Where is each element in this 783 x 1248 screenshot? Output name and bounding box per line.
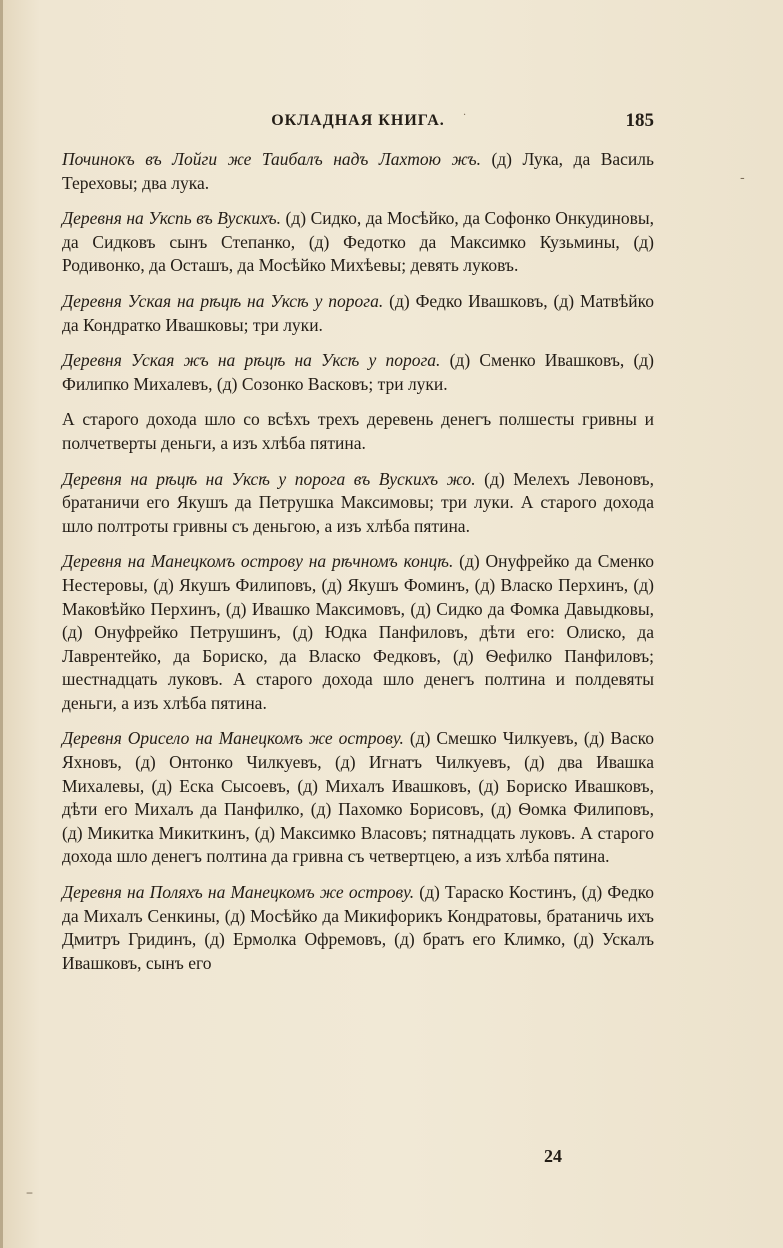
paragraph bbox=[62, 408, 654, 455]
running-title: ОКЛАДНАЯ КНИГА. bbox=[271, 112, 445, 129]
paragraph-text: (д) Сидко, да Мосѣйко, да Софонко Онкудиновы, да Сидковъ сынъ Степанко, (д) Федотко да Максимко Кузьмины, (д) Родивонко, да Осташъ, да Мосѣйко Михѣевы; девять луковъ. bbox=[62, 208, 654, 276]
margin-mark: – bbox=[26, 1185, 33, 1201]
margin-mark: · bbox=[463, 110, 467, 121]
paragraph-heading: Деревня на Укспь въ Вускихъ. bbox=[62, 208, 281, 229]
paragraph bbox=[62, 468, 654, 539]
paragraph bbox=[62, 148, 654, 195]
signature-mark: 24 bbox=[544, 1146, 562, 1166]
paragraph-heading: Деревня на Поляхъ на Манецкомъ же острову. bbox=[62, 882, 415, 903]
page-number: 185 bbox=[625, 110, 654, 131]
paragraph-heading: Деревня Уская на рѣцѣ на Уксѣ у порога. bbox=[62, 290, 384, 311]
paragraph-text: А старого дохода шло со всѣхъ трехъ деревень денегъ полшесты гривны и полчетверты деньги, а изъ хлѣба пятина. bbox=[62, 409, 654, 453]
margin-mark: - bbox=[740, 170, 745, 186]
paragraph bbox=[62, 207, 654, 278]
paragraph bbox=[62, 727, 654, 869]
paragraph-heading: Починокъ въ Лойги же Таибалъ надъ Лахтою жъ. bbox=[62, 149, 481, 169]
paragraph-text: (д) Онуфрейко да Сменко Нестеровы, (д) Якушъ Филиповъ, (д) Якушъ Фоминъ, (д) Власко Перхинъ, (д) Маковѣйко Перхинъ, (д) Ивашко Максимовъ, (д) Сидко да Фомка Давыдковы, (д) Онуфрейко Петрушинъ, (д) Юдка Панфиловъ, дѣти его: Олиско, да Лаврентейко, да Бориско, да Власко Федковъ, (д) Ѳефилко Панфиловъ; шестнадцать луковъ. А старого дохода шло денегъ полтина и полдевяты деньги, а изъ хлѣба пятина. bbox=[62, 551, 654, 713]
paragraph-text: (д) Смешко Чилкуевъ, (д) Васко Яхновъ, (д) Онтонко Чилкуевъ, (д) Игнатъ Чилкуевъ, (д) два Ивашка Михалевы, (д) Еска Сысоевъ, (д) Михалъ Ивашковъ, (д) Бориско Ивашковъ, дѣти его Михалъ да Панфилко, (д) Пахомко Борисовъ, (д) Ѳомка Филиповъ, (д) Микитка Микиткинъ, (д) Максимко Власовъ; пятнадцать луковъ. А старого дохода шло денегъ полтина да гривна съ четвертцею, а изъ хлѣба пятина. bbox=[62, 728, 655, 867]
paragraph bbox=[62, 349, 654, 396]
paragraph-heading: Деревня на Манецкомъ острову на рѣчномъ концѣ. bbox=[62, 551, 454, 572]
paragraph-heading: Деревня на рѣцѣ на Уксѣ у порога въ Вускихъ жо. bbox=[62, 468, 476, 489]
paragraph-text: (д) Лука, да Василь Тереховы; два лука. bbox=[62, 149, 654, 193]
running-header bbox=[62, 112, 654, 138]
paragraph-text: (д) Мелехъ Левоновъ, братаничи его Якушъ да Петрушка Максимовы; три луки. А старого дохода шло полтроты гривны съ деньгою, а изъ хлѣба пятина. bbox=[62, 468, 654, 536]
paragraph-text: (д) Федко Ивашковъ, (д) Матвѣйко да Кондратко Ивашковы; три луки. bbox=[62, 290, 655, 335]
paragraph-heading: Деревня Уская жъ на рѣцѣ на Уксѣ у порога. bbox=[62, 350, 441, 371]
paragraph bbox=[62, 881, 654, 975]
page-spine-edge bbox=[0, 0, 3, 1248]
paragraph bbox=[62, 290, 654, 337]
paragraph-text: (д) Тараско Костинъ, (д) Федко да Михалъ Сенкины, (д) Мосѣйко да Микифорикъ Кондратовы, братаничь ихъ Дмитръ Гридинъ, (д) Ермолка Офремовъ, (д) братъ его Климко, (д) Ускалъ Ивашковъ, сынъ его bbox=[62, 882, 654, 973]
page-body bbox=[62, 148, 654, 987]
paragraph bbox=[62, 550, 654, 715]
paragraph-text: (д) Сменко Ивашковъ, (д) Филипко Михалевъ, (д) Созонко Васковъ; три луки. bbox=[62, 350, 654, 394]
paragraph-heading: Деревня Орисело на Манецкомъ же острову. bbox=[62, 728, 404, 749]
